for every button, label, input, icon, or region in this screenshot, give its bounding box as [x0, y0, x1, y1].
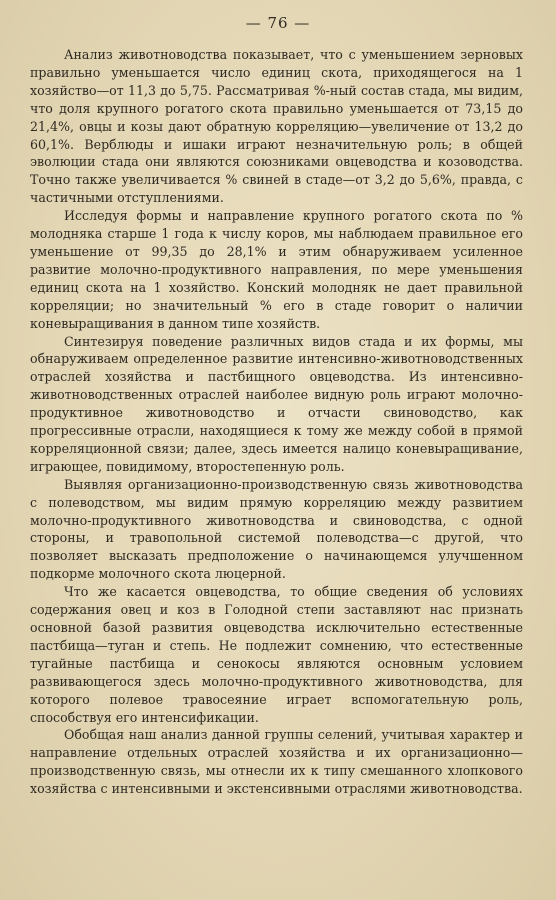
paragraph-cattle-forms: Исследуя формы и направление крупного рогатого скота по % молодняка старше 1 года к числу коров, мы наблюдаем правильное его уменьшение от 99,35 до 28,1% и этим обнаруживаем усиленное развитие молочно-продуктивного направления, по мере уменьшения единиц скота на 1 хозяйство. Конский молодняк не дает правильной корреляции; но значительный % его в стаде говорит о наличии коневыращивания в данном типе хозяйств. [30, 208, 523, 331]
paragraph-synthesis: Синтезируя поведение различных видов стада и их формы, мы обнаруживаем определенное развитие интенсивно-животноводственных отраслей хозяйства и пастбищного овцеводства. Из интенсивно-животноводственных отраслей наиболее видную роль играют молочно-продуктивное животноводство и отчасти свиноводство, как прогрессивные отрасли, находящиеся к тому же между собой в прямой корреляционной связи; далее, здесь имеется налицо коневыращивание, играющее, повидимому, второстепенную роль. [30, 333, 523, 474]
paragraph-field-link: Выявляя организационно-производственную связь животноводства с полеводством, мы видим прямую корреляцию между развитием молочно-продуктивного животноводства и свиноводства, с одной стороны, и травопольной системой полеводства—с другой, что позволяет высказать предположение о начинающемся улучшенном подкорме молочного скота люцерной. [30, 476, 523, 582]
page-number: — 76 — [245, 14, 311, 32]
paragraph-sheep-breeding: Что же касается овцеводства, то общие сведения об условиях содержания овец и коз в Голодной степи заставляют нас признать основной базой развития овцеводства исключительно естественные пастбища—туган и степь. Не подлежит сомнению, что естественные тугайные пастбища и сенокосы являются основным условием развивающегося здесь молочно-продуктивного животноводства, для которого полевое травосеяние играет вспомогательную роль, способствуя его интенсификации. [30, 584, 523, 725]
paragraph-conclusion: Обобщая наш анализ данной группы селений, учитывая характер и направление отдельных отраслей хозяйства и их организационно—производственную связь, мы отнесли их к типу смешанного хлопкового хозяйства с интенсивными и экстенсивными отраслями животноводства. [30, 727, 523, 797]
paragraph-livestock-analysis: Анализ животноводства показывает, что с уменьшением зерновых правильно уменьшается число единиц скота, приходящегося на 1 хозяйство—от 11,3 до 5,75. Рассматривая %-ный состав стада, мы видим, что доля крупного рогатого скота правильно уменьшается от 73,15 до 21,4%, овцы и козы дают обратную корреляцию—увеличение от 13,2 до 60,1%. Верблюды и ишаки играют незначительную роль; в общей эволюции стада они являются союзниками овцеводства и козоводства. Точно также увеличивается % свиней в стаде—от 3,2 до 5,6%, правда, с частичными отступлениями. [30, 47, 523, 206]
body-text [30, 46, 523, 798]
